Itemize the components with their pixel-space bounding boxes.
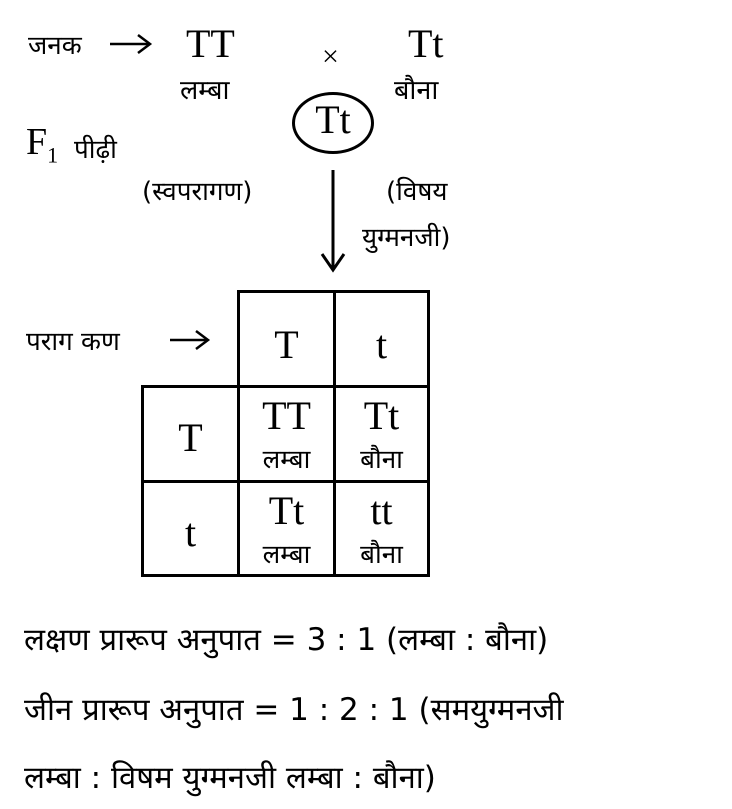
cell-phenotype: बौना bbox=[360, 445, 403, 475]
parent1-phenotype: लम्बा bbox=[180, 75, 230, 106]
cell-genotype: TT bbox=[262, 393, 311, 438]
cell-phenotype: लम्बा bbox=[262, 445, 311, 475]
punnett-top-header-1: T bbox=[237, 290, 336, 388]
genotype-ratio-cont: लम्बा : विषम युग्मनजी लम्बा : बौना) bbox=[24, 760, 436, 796]
f1-right-note-line2: युग्मनजी) bbox=[362, 223, 451, 253]
cross-symbol: × bbox=[322, 40, 339, 73]
f1-label bbox=[26, 120, 58, 169]
cell-phenotype: लम्बा bbox=[262, 540, 311, 570]
f1-genotype: Tt bbox=[315, 97, 351, 142]
punnett-cell-1-2 bbox=[333, 385, 430, 483]
cell-genotype: tt bbox=[370, 488, 393, 533]
cell-genotype: Tt bbox=[268, 488, 305, 533]
f1-right-note-line1: (विषय bbox=[386, 177, 448, 207]
phenotype-ratio: लक्षण प्रारूप अनुपात = 3 : 1 (लम्बा : बौना) bbox=[24, 622, 549, 658]
genotype-ratio: जीन प्रारूप अनुपात = 1 : 2 : 1 (समयुग्मनजी bbox=[24, 692, 564, 728]
pollen-arrow-icon bbox=[168, 326, 214, 354]
cell-genotype: Tt bbox=[363, 393, 400, 438]
down-arrow-icon bbox=[316, 168, 350, 276]
parent1-genotype: TT bbox=[186, 21, 235, 66]
f1-label-sub: 1 bbox=[47, 142, 59, 168]
punnett-cell-2-2 bbox=[333, 480, 430, 577]
f1-label-main: F bbox=[26, 121, 48, 163]
punnett-cell-1-1 bbox=[237, 385, 336, 483]
pollen-label: पराग कण bbox=[26, 327, 120, 357]
cell-phenotype: बौना bbox=[360, 540, 403, 570]
parents-label: जनक bbox=[28, 31, 82, 61]
parent2-genotype: Tt bbox=[408, 21, 444, 66]
f1-left-note: (स्वपरागण) bbox=[142, 177, 253, 207]
punnett-top-header-2: t bbox=[333, 290, 430, 388]
parents-arrow-icon bbox=[108, 30, 156, 58]
f1-label-word: पीढ़ी bbox=[74, 135, 117, 165]
punnett-left-header-1: T bbox=[141, 385, 240, 483]
punnett-left-header-2: t bbox=[141, 480, 240, 577]
punnett-cell-2-1 bbox=[237, 480, 336, 577]
parent2-phenotype: बौना bbox=[394, 75, 439, 106]
